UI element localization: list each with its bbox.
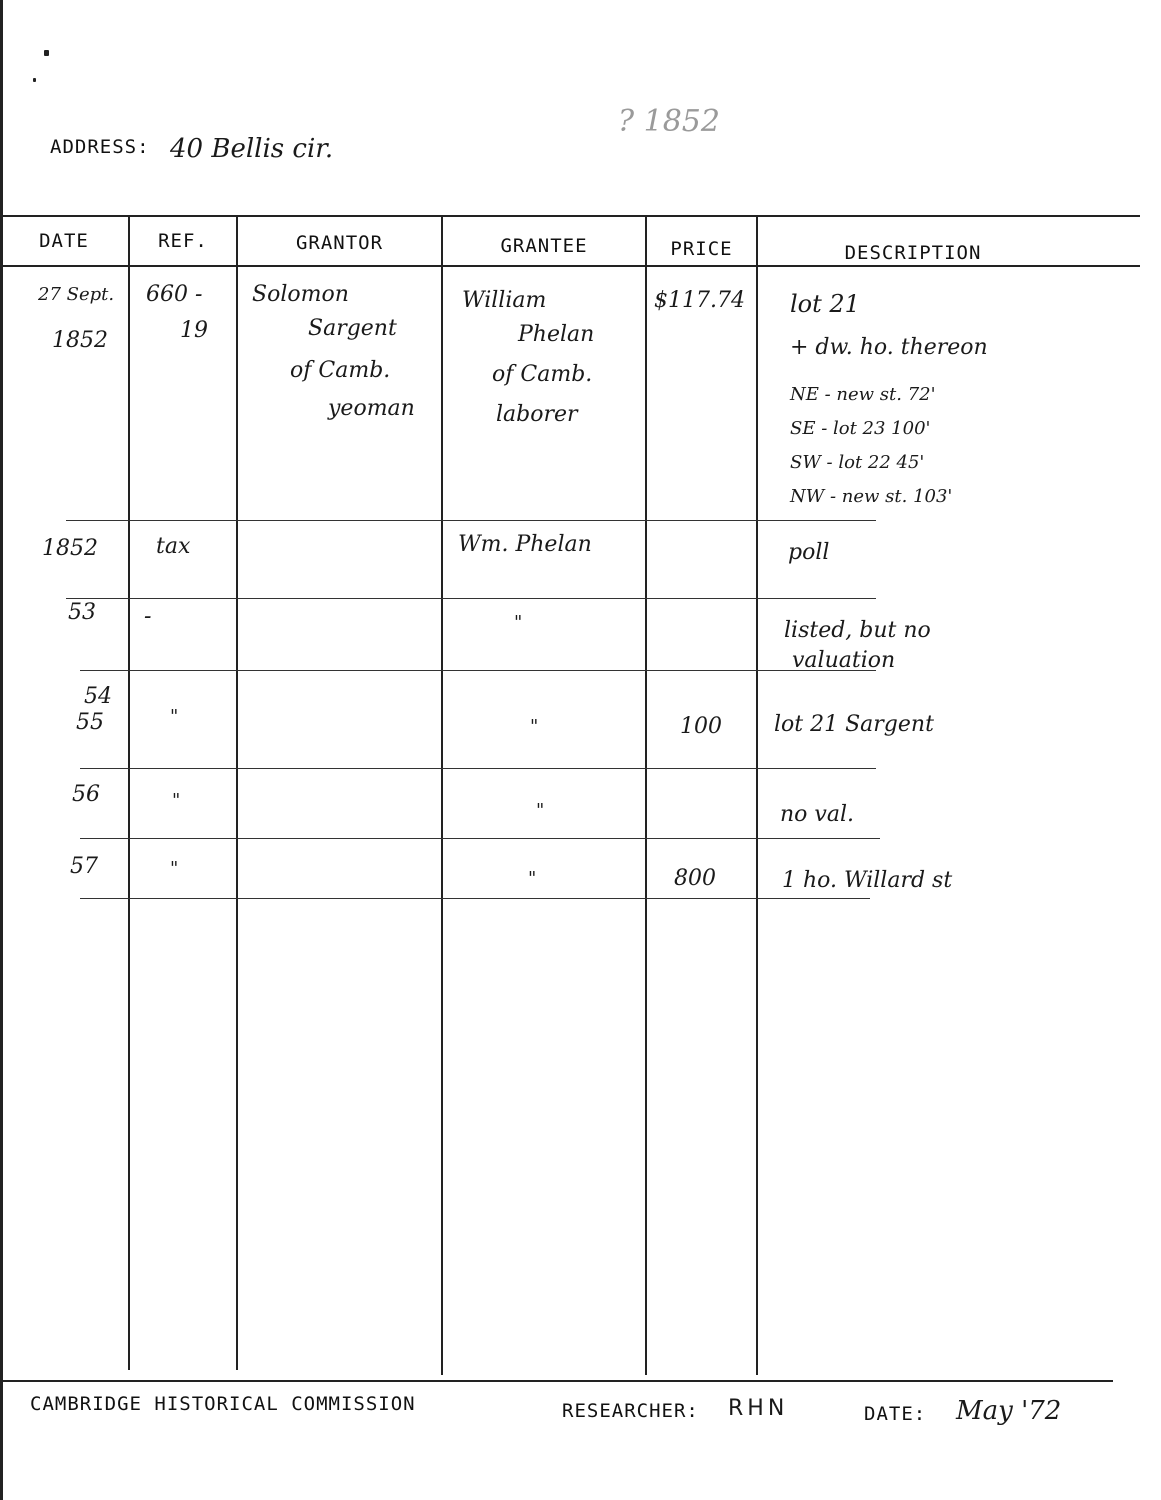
entry-grantee: "	[528, 868, 537, 889]
row-separator	[66, 598, 876, 599]
entry-grantee: "	[530, 716, 539, 737]
entry-ref: "	[170, 858, 179, 879]
entry-description: poll	[788, 540, 830, 565]
entry-grantee: of Camb.	[492, 362, 593, 387]
entry-grantee: Wm. Phelan	[458, 532, 592, 557]
header-bottom-line	[0, 265, 1140, 267]
row-separator	[66, 520, 876, 521]
address-value: 40 Bellis cir.	[170, 134, 334, 164]
entry-description: 1 ho. Willard st	[782, 868, 953, 893]
entry-ref: -	[144, 604, 152, 629]
entry-grantor: Solomon	[252, 282, 349, 307]
address-label: ADDRESS:	[50, 136, 150, 158]
entry-ref: "	[172, 790, 181, 811]
entry-description: NE - new st. 72'	[790, 384, 936, 405]
entry-ref: tax	[156, 534, 191, 559]
table-bottom-line	[0, 1380, 1113, 1382]
footer-date-label: DATE:	[864, 1403, 927, 1425]
entry-date: 1852	[52, 328, 108, 353]
entry-description: + dw. ho. thereon	[790, 335, 988, 360]
entry-grantee: Phelan	[518, 322, 595, 347]
column-header-grantee: GRANTEE	[500, 235, 588, 257]
entry-description: NW - new st. 103'	[790, 486, 953, 507]
entry-grantee: "	[536, 800, 545, 821]
entry-price: 800	[674, 866, 716, 891]
entry-ref: 660 -	[146, 282, 203, 307]
table-top-line	[0, 215, 1140, 217]
entry-date: 55	[76, 710, 104, 735]
row-separator	[80, 768, 876, 769]
entry-grantor: yeoman	[328, 396, 415, 421]
entry-price: $117.74	[654, 288, 745, 313]
page-edge	[0, 0, 3, 1500]
column-divider	[756, 215, 758, 1375]
column-divider	[441, 215, 443, 1375]
entry-grantee: William	[462, 288, 547, 313]
entry-description: lot 21 Sargent	[774, 712, 934, 737]
entry-grantee: "	[514, 612, 523, 633]
column-header-date: DATE	[39, 230, 89, 252]
entry-ref: 19	[180, 318, 208, 343]
entry-description: no val.	[780, 802, 854, 827]
column-divider	[645, 215, 647, 1375]
footer-organization: CAMBRIDGE HISTORICAL COMMISSION	[30, 1393, 416, 1415]
entry-date: 56	[72, 782, 100, 807]
entry-date: 1852	[42, 536, 98, 561]
entry-price: 100	[680, 714, 722, 739]
entry-description: SW - lot 22 45'	[790, 452, 925, 473]
entry-date: 57	[70, 854, 98, 879]
column-divider	[236, 215, 238, 1370]
entry-description: lot 21	[790, 290, 860, 318]
entry-date: 53	[68, 600, 96, 625]
pencil-note: ? 1852	[618, 104, 720, 139]
entry-grantor: Sargent	[308, 316, 397, 341]
researcher-label: RESEARCHER:	[562, 1400, 699, 1422]
entry-description: listed, but no	[784, 618, 931, 643]
entry-ref: "	[170, 706, 179, 727]
column-header-price: PRICE	[670, 238, 733, 260]
row-separator	[80, 898, 870, 899]
entry-grantee: laborer	[496, 402, 578, 427]
column-header-grantor: GRANTOR	[295, 232, 384, 254]
row-separator	[80, 838, 880, 839]
column-divider	[128, 215, 130, 1370]
entry-grantor: of Camb.	[290, 358, 391, 383]
entry-date: 27 Sept.	[38, 284, 115, 305]
researcher-value: RHN	[728, 1396, 789, 1421]
column-header-ref: REF.	[158, 230, 208, 252]
column-header-description: DESCRIPTION	[844, 242, 982, 264]
entry-description: SE - lot 23 100'	[790, 418, 931, 439]
footer-date-value: May '72	[956, 1396, 1062, 1426]
paper-speck	[33, 78, 36, 82]
paper-speck	[44, 50, 49, 56]
entry-date: 54	[84, 684, 112, 709]
entry-description: valuation	[792, 648, 896, 673]
row-separator	[80, 670, 876, 671]
